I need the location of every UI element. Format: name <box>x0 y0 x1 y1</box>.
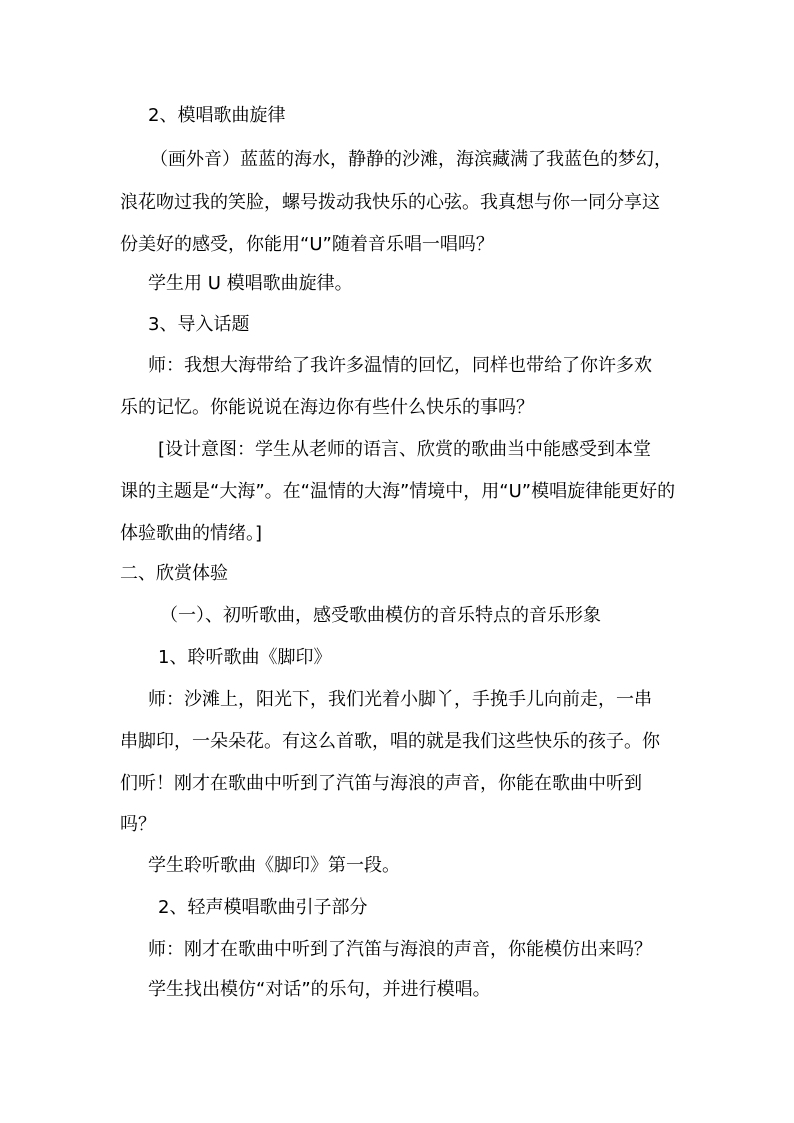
paragraph-line: 们听！刚才在歌曲中听到了汽笛与海浪的声音，你能在歌曲中听到 <box>120 773 642 794</box>
paragraph-line: 串脚印，一朵朵花。有这么首歌，唱的就是我们这些快乐的孩子。你 <box>120 731 660 752</box>
paragraph-line: 师：沙滩上，阳光下，我们光着小脚丫，手挽手儿向前走，一串 <box>148 689 652 710</box>
subsection-heading: （一）、初听歌曲，感受歌曲模仿的音乐特点的音乐形象 <box>160 605 601 626</box>
paragraph-line: 学生用 U 模唱歌曲旋律。 <box>148 273 353 294</box>
paragraph-line: 份美好的感受，你能用“U”随着音乐唱一唱吗？ <box>120 234 494 255</box>
paragraph-line: 吗？ <box>120 814 156 835</box>
paragraph-line: 学生聆听歌曲《脚印》第一段。 <box>148 855 400 876</box>
heading-listen-song: 1、聆听歌曲《脚印》 <box>158 647 332 668</box>
heading-introduce-topic: 3、导入话题 <box>148 314 250 335</box>
design-intent-line: 课的主题是“大海”。在“温情的大海”情境中，用“U”模唱旋律能更好的 <box>120 481 676 502</box>
paragraph-line: 乐的记忆。你能说说在海边你有些什么快乐的事吗？ <box>120 397 534 418</box>
paragraph-line: 师：刚才在歌曲中听到了汽笛与海浪的声音，你能模仿出来吗？ <box>148 939 652 960</box>
heading-imitate-melody: 2、模唱歌曲旋律 <box>148 105 286 126</box>
paragraph-line: 浪花吻过我的笑脸，螺号拨动我快乐的心弦。我真想与你一同分享这 <box>120 192 660 213</box>
heading-soft-imitate: 2、轻声模唱歌曲引子部分 <box>158 897 368 918</box>
paragraph-line: 学生找出模仿“对话”的乐句，并进行模唱。 <box>148 979 491 1000</box>
section-heading-appreciation: 二、欣赏体验 <box>120 563 228 584</box>
paragraph-line: 师：我想大海带给了我许多温情的回忆，同样也带给了你许多欢 <box>148 355 652 376</box>
design-intent-line: [设计意图：学生从老师的语言、欣赏的歌曲当中能感受到本堂 <box>158 439 652 460</box>
design-intent-line: 体验歌曲的情绪。] <box>120 523 263 544</box>
paragraph-line: （画外音）蓝蓝的海水，静静的沙滩，海滨藏满了我蓝色的梦幻， <box>150 149 672 170</box>
